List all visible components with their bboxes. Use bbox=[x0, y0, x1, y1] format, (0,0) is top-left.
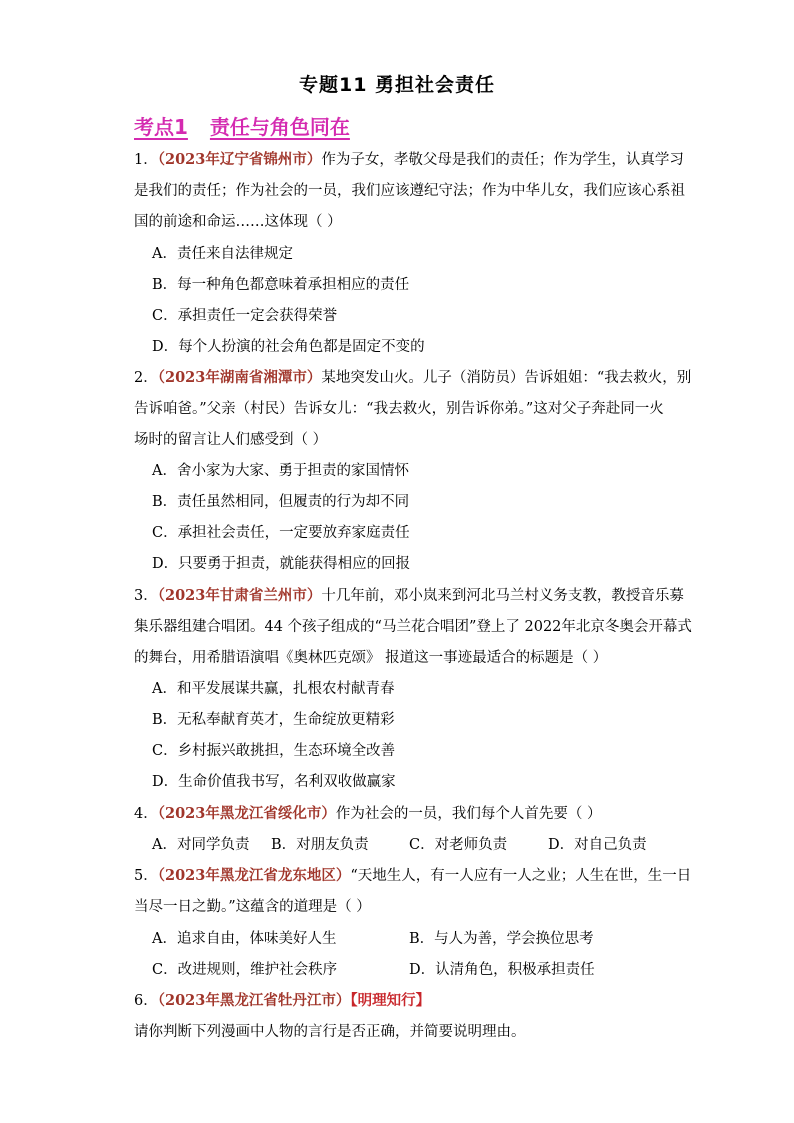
question-5-option-c: C．改进规则，维护社会秩序 bbox=[152, 962, 338, 978]
question-5-option-a: A．追求自由，体味美好人生 bbox=[152, 931, 337, 947]
question-tag: 【明理知行】 bbox=[350, 992, 431, 1009]
question-3-line-3: 的舞台，用希腊语演唱《奥林匹克颂》 报道这一事迹最适合的标题是（ ） bbox=[134, 650, 608, 666]
page-title: 专题11 勇担社会责任 bbox=[298, 74, 496, 96]
section-text: 责任与角色同在 bbox=[209, 115, 350, 139]
question-5-line-2: 当尽一日之勤。”这蕴含的道理是（ ） bbox=[134, 899, 371, 915]
question-source: （2023年甘肃省兰州市） bbox=[157, 587, 322, 604]
section-number: 考点1 bbox=[134, 115, 188, 139]
question-4-option-d: D．对自己负责 bbox=[548, 837, 647, 853]
question-6-line-2: 请你判断下列漫画中人物的言行是否正确，并简要说明理由。 bbox=[134, 1024, 526, 1040]
question-6-line-1: 6．（2023年黑龙江省牡丹江市）【明理知行】 bbox=[134, 992, 431, 1009]
section-heading bbox=[134, 111, 372, 140]
question-1-option-a: A．责任来自法律规定 bbox=[152, 246, 293, 262]
question-3-option-b: B．无私奉献育英才，生命绽放更精彩 bbox=[152, 712, 395, 728]
question-1-option-b: B．每一种角色都意味着承担相应的责任 bbox=[152, 277, 410, 293]
question-source: （2023年辽宁省锦州市） bbox=[157, 151, 322, 168]
question-3-option-d: D．生命价值我书写，名利双收做赢家 bbox=[152, 774, 396, 790]
question-2-option-d: D．只要勇于担责，就能获得相应的回报 bbox=[152, 556, 411, 572]
question-2-option-b: B．责任虽然相同，但履责的行为却不同 bbox=[152, 494, 410, 510]
question-source: （2023年黑龙江省龙东地区） bbox=[157, 867, 351, 884]
question-3-line-1: 3．（2023年甘肃省兰州市）十几年前，邓小岚来到河北马兰村义务支教，教授音乐募 bbox=[134, 587, 684, 604]
question-source: （2023年黑龙江省牡丹江市） bbox=[157, 992, 351, 1009]
question-source: （2023年湖南省湘潭市） bbox=[157, 369, 322, 386]
question-3-line-2: 集乐器组建合唱团。44 个孩子组成的“马兰花合唱团”登上了 2022年北京冬奥会开幕式 bbox=[134, 619, 692, 635]
question-4-option-c: C．对老师负责 bbox=[409, 837, 508, 853]
question-1-line-2: 是我们的责任；作为社会的一员，我们应该遵纪守法；作为中华儿女，我们应该心系祖 bbox=[134, 183, 685, 199]
question-2-line-2: 告诉咱爸。”父亲（村民）告诉女儿：“我去救火，别告诉你弟。”这对父子奔赴同一火 bbox=[134, 401, 664, 417]
question-4-line-1: 4．（2023年黑龙江省绥化市）作为社会的一员，我们每个人首先要（ ） bbox=[134, 805, 602, 822]
question-2-line-1: 2．（2023年湖南省湘潭市）某地突发山火。儿子（消防员）告诉姐姐：“我去救火，别 bbox=[134, 369, 692, 386]
question-3-option-a: A．和平发展谋共赢，扎根农村献青春 bbox=[152, 681, 395, 697]
question-5-option-b: B．与人为善，学会换位思考 bbox=[409, 931, 594, 947]
question-1-line-1: 1．（2023年辽宁省锦州市）作为子女，孝敬父母是我们的责任；作为学生，认真学习 bbox=[134, 151, 684, 168]
question-2-line-3: 场时的留言让人们感受到（ ） bbox=[134, 432, 328, 448]
question-5-line-1: 5．（2023年黑龙江省龙东地区）“天地生人，有一人应有一人之业；人生在世，生一日 bbox=[134, 867, 692, 884]
question-2-option-c: C．承担社会责任，一定要放弃家庭责任 bbox=[152, 525, 410, 541]
question-5-option-d: D．认清角色，积极承担责任 bbox=[409, 962, 595, 978]
question-1-option-c: C．承担责任一定会获得荣誉 bbox=[152, 308, 338, 324]
question-source: （2023年黑龙江省绥化市） bbox=[157, 805, 336, 822]
question-4-option-a: A．对同学负责 bbox=[152, 837, 250, 853]
question-4-option-b: B．对朋友负责 bbox=[271, 837, 369, 853]
question-1-line-3: 国的前途和命运……这体现（ ） bbox=[134, 214, 342, 230]
question-1-option-d: D．每个人扮演的社会角色都是固定不变的 bbox=[152, 339, 425, 355]
question-3-option-c: C．乡村振兴敢挑担，生态环境全改善 bbox=[152, 743, 396, 759]
question-2-option-a: A．舍小家为大家、勇于担责的家国情怀 bbox=[152, 463, 409, 479]
